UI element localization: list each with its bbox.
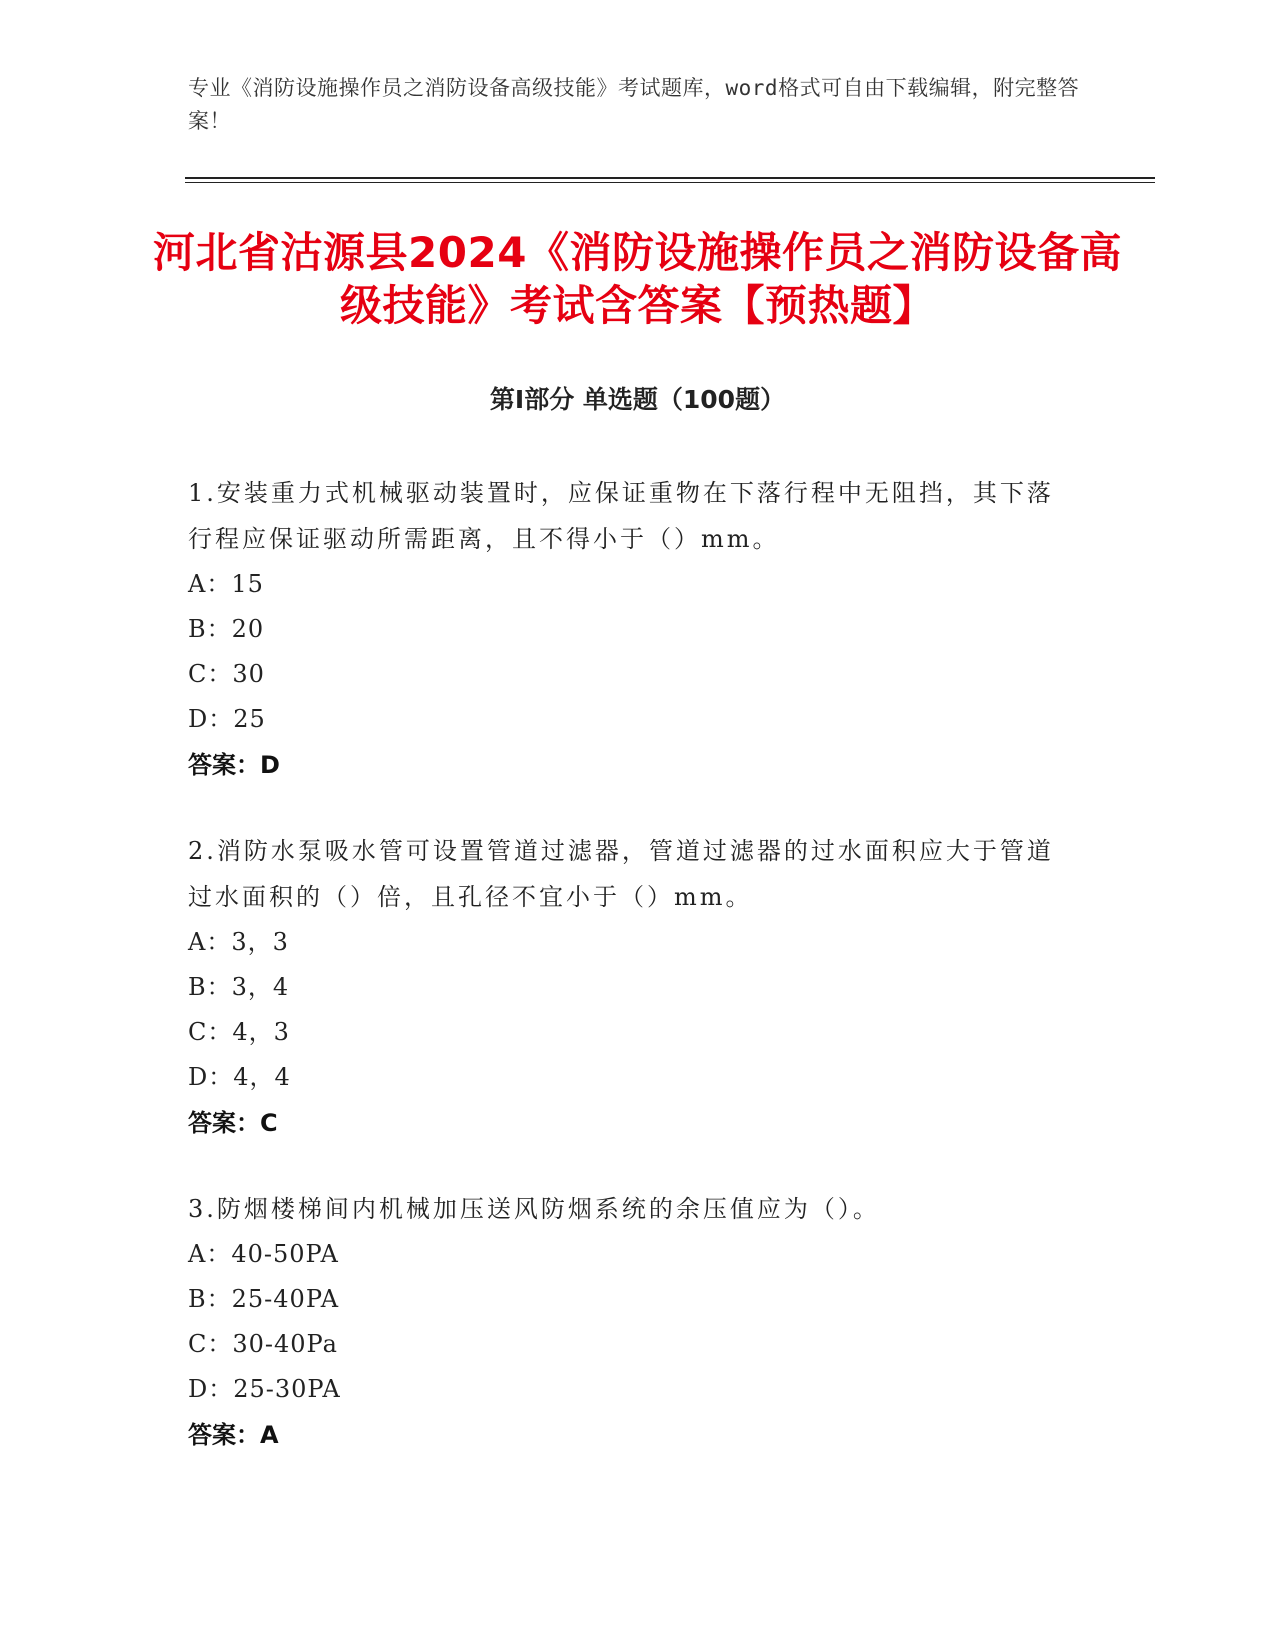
option-c: C：4，3: [188, 1018, 290, 1046]
question-stem: 2.消防水泵吸水管可设置管道过滤器，管道过滤器的过水面积应大于管道过水面积的（）倍，且孔径不宜小于（）mm。: [188, 837, 1054, 911]
answer-line: 答案：D: [188, 751, 280, 779]
option-b: B：3，4: [188, 973, 290, 1001]
option-c: C：30-40Pa: [188, 1330, 338, 1358]
option-c: C：30: [188, 660, 265, 688]
option-d: D：4，4: [188, 1063, 291, 1091]
question-list: [188, 470, 1068, 1498]
document-title: 河北省沽源县2024《消防设施操作员之消防设备高级技能》考试含答案【预热题】: [153, 228, 1122, 330]
option-d: D：25: [188, 705, 266, 733]
answer-line: 答案：C: [188, 1109, 278, 1137]
option-d: D：25-30PA: [188, 1375, 341, 1403]
header-divider-thick: [185, 177, 1155, 179]
question-item: [188, 470, 1068, 788]
section-heading: 第I部分 单选题（100题）: [489, 385, 786, 414]
header-note: 专业《消防设施操作员之消防设备高级技能》考试题库，word格式可自由下载编辑，附完整答案！: [188, 76, 1080, 133]
question-stem: 1.安装重力式机械驱动装置时，应保证重物在下落行程中无阻挡，其下落行程应保证驱动所需距离，且不得小于（）mm。: [188, 479, 1054, 553]
option-a: A：3，3: [188, 928, 289, 956]
option-a: A：40-50PA: [188, 1240, 339, 1268]
question-item: [188, 828, 1068, 1146]
option-b: B：25-40PA: [188, 1285, 340, 1313]
answer-line: 答案：A: [188, 1421, 279, 1449]
option-a: A：15: [188, 570, 264, 598]
question-item: [188, 1186, 1068, 1458]
question-stem: 3.防烟楼梯间内机械加压送风防烟系统的余压值应为（）。: [188, 1195, 880, 1223]
option-b: B：20: [188, 615, 265, 643]
header-divider-thin: [185, 182, 1155, 183]
